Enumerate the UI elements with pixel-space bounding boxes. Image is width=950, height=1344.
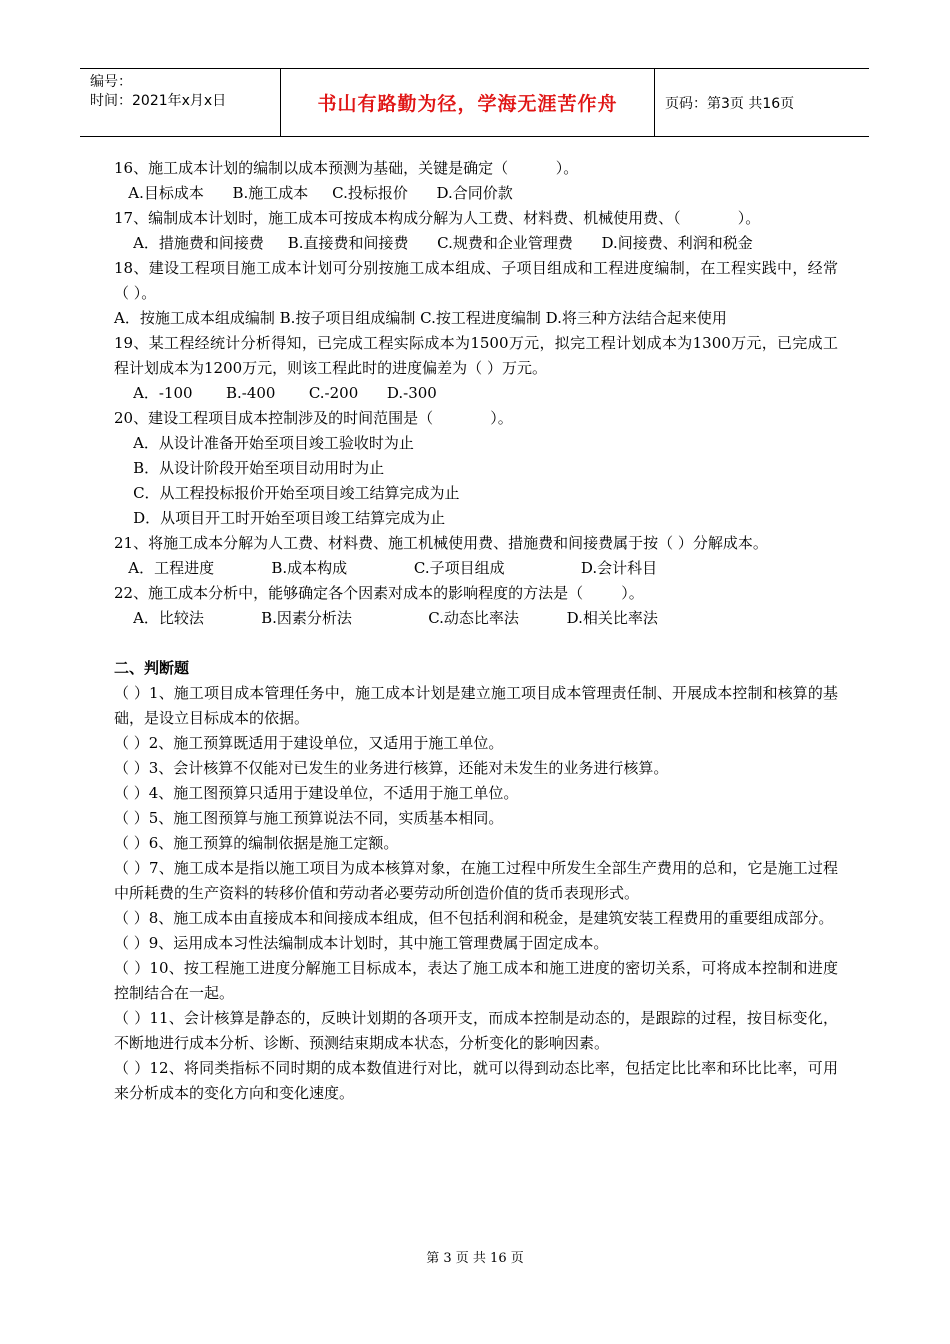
question-20-option-b: B．从设计阶段开始至项目动用时为止	[114, 459, 385, 477]
judgment-item-8: （ ）8、施工成本由直接成本和间接成本组成，但不包括利润和税金，是建筑安装工程费用的重要组成部分。	[114, 909, 834, 927]
section-spacer	[114, 631, 838, 656]
judgment-item-9: （ ）9、运用成本习性法编制成本计划时，其中施工管理费属于固定成本。	[114, 934, 609, 952]
question-16-options: A.目标成本 B.施工成本 C.投标报价 D.合同价款	[114, 184, 513, 202]
judgment-item-1: （ ）1、施工项目成本管理任务中，施工成本计划是建立施工项目成本管理责任制、开展成本控制和核算的基础，是设立目标成本的依据。	[114, 684, 838, 727]
header-motto-cell	[281, 69, 655, 136]
page-footer: 第 3 页 共 16 页	[426, 1251, 524, 1266]
question-20-option-a: A．从设计准备开始至项目竣工验收时为止	[114, 434, 414, 452]
header-page-cell	[655, 69, 869, 136]
question-20-option-c: C．从工程投标报价开始至项目竣工结算完成为止	[114, 484, 460, 502]
judgment-item-2: （ ）2、施工预算既适用于建设单位，又适用于施工单位。	[114, 734, 504, 752]
question-20-stem: 20、建设工程项目成本控制涉及的时间范围是（ ）。	[114, 409, 513, 427]
question-18-options: A．按施工成本组成编制 B.按子项目组成编制 C.按工程进度编制 D.将三种方法结合起来使用	[114, 309, 727, 327]
question-17-options: A．措施费和间接费 B.直接费和间接费 C.规费和企业管理费 D.间接费、利润和税金	[114, 234, 753, 252]
page-header	[80, 68, 869, 137]
question-18-stem: 18、建设工程项目施工成本计划可分别按施工成本组成、子项目组成和工程进度编制，在工程实践中，经常（ ）。	[114, 259, 838, 302]
document-time-label: 时间：2021年x月x日	[90, 93, 227, 109]
document-number-label: 编号：	[90, 74, 132, 90]
judgment-item-5: （ ）5、施工图预算与施工预算说法不同，实质基本相同。	[114, 809, 504, 827]
question-20-option-d: D．从项目开工时开始至项目竣工结算完成为止	[114, 509, 446, 527]
question-21-stem: 21、将施工成本分解为人工费、材料费、施工机械使用费、措施费和间接费属于按（ ）分解成本。	[114, 534, 768, 552]
question-21-options: A．工程进度 B.成本构成 C.子项目组成 D.会计科目	[114, 559, 658, 577]
header-page-info: 页码：第3页 共16页	[665, 95, 795, 112]
question-22-options: A．比较法 B.因素分析法 C.动态比率法 D.相关比率法	[114, 609, 658, 627]
header-meta-cell	[80, 69, 281, 136]
judgment-item-12: （ ）12、将同类指标不同时期的成本数值进行对比，就可以得到动态比率，包括定比比率和环比比率，可用来分析成本的变化方向和变化速度。	[114, 1059, 838, 1102]
question-16-stem: 16、施工成本计划的编制以成本预测为基础，关键是确定（ ）。	[114, 159, 579, 177]
judgment-item-3: （ ）3、会计核算不仅能对已发生的业务进行核算，还能对未发生的业务进行核算。	[114, 759, 669, 777]
header-motto: 书山有路勤为径，学海无涯苦作舟	[317, 93, 618, 115]
document-body	[114, 156, 838, 1106]
question-19-stem: 19、某工程经统计分析得知，已完成工程实际成本为1500万元，拟完工程计划成本为1300万元，已完成工程计划成本为1200万元，则该工程此时的进度偏差为（ ）万元。	[114, 334, 838, 377]
judgment-item-4: （ ）4、施工图预算只适用于建设单位，不适用于施工单位。	[114, 784, 519, 802]
question-17-stem: 17、编制成本计划时，施工成本可按成本构成分解为人工费、材料费、机械使用费、（ ）。	[114, 209, 761, 227]
section-title-judgment: 二、判断题	[114, 659, 190, 677]
judgment-item-10: （ ）10、按工程施工进度分解施工目标成本，表达了施工成本和施工进度的密切关系，可将成本控制和进度控制结合在一起。	[114, 959, 838, 1002]
question-22-stem: 22、施工成本分析中，能够确定各个因素对成本的影响程度的方法是（ ）。	[114, 584, 644, 602]
question-19-options: A．-100 B.-400 C.-200 D.-300	[114, 384, 437, 402]
judgment-item-6: （ ）6、施工预算的编制依据是施工定额。	[114, 834, 399, 852]
judgment-item-11: （ ）11、会计核算是静态的，反映计划期的各项开支，而成本控制是动态的，是跟踪的过程，按目标变化，不断地进行成本分析、诊断、预测结束期成本状态，分析变化的影响因素。	[114, 1009, 838, 1052]
judgment-item-7: （ ）7、施工成本是指以施工项目为成本核算对象，在施工过程中所发生全部生产费用的总和，它是施工过程中所耗费的生产资料的转移价值和劳动者必要劳动所创造价值的货币表现形式。	[114, 859, 838, 902]
